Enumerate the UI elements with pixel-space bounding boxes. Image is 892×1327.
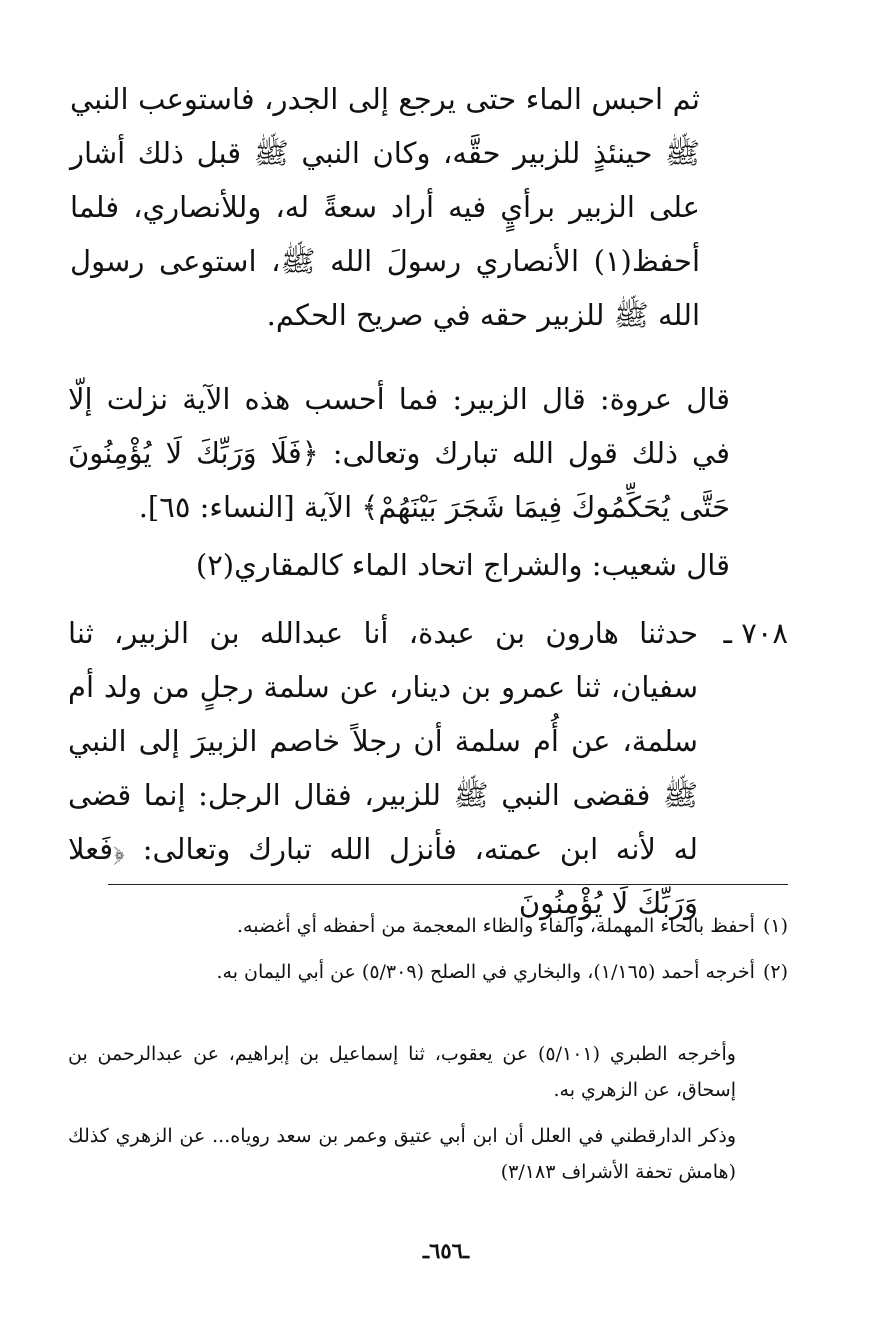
footnote-1-number: (١) [762,915,788,937]
footnote-1-text: أحفظ بالحاء المهملة، والفاء والظاء المعجمة من أحفظه أي أغضبه. [237,915,755,937]
hadith-number: ٧٠٨ ـ [723,616,788,650]
paragraph-3: قال شعيب: والشراج اتحاد الماء كالمقاري(٢) [195,548,730,582]
hadith-text: حدثنا هارون بن عبدة، أنا عبدالله بن الزبير، ثنا سفيان، ثنا عمرو بن دينار، عن سلمة رجلٍ من ولد أم سلمة، عن أُم سلمة أن رجلاً خاصم الزبيرَ إلى النبي ﷺ فقضى النبي ﷺ للزبير، فقال الرجل: إنما قضى له لأنه ابن عمته، فأنزل الله تبارك وتعالى: ﴿فَعلا وَرَبِّكَ لَا يُؤْمِنُونَ [68,616,698,920]
footnote-1 [68,908,788,944]
footnote-2-paragraph-3: وذكر الدارقطني في العلل أن ابن أبي عتيق وعمر بن سعد روياه... عن الزهري كذلك (هامش تحفة الأشراف ٣/١٨٣) [68,1125,736,1183]
hadith-entry [68,606,788,920]
footnote-2-paragraph-2: وأخرجه الطبري (٥/١٠١) عن يعقوب، ثنا إسماعيل بن إبراهيم، عن عبدالرحمن بن إسحاق، عن الزهري به. [68,1043,736,1101]
footnote-2-number: (٢) [762,961,788,983]
footnote-2 [68,954,788,990]
footnote-divider [108,884,788,885]
footnote-2-text: أخرجه أحمد (١/١٦٥)، والبخاري في الصلح (٥/٣٠٩) عن أبي اليمان به. [216,961,755,983]
paragraph-2: قال عروة: قال الزبير: فما أحسب هذه الآية نزلت إلّا في ذلك قول الله تبارك وتعالى: ﴿فَلَا وَرَبِّكَ لَا يُؤْمِنُونَ حَتَّى يُحَكِّمُوكَ فِيمَا شَجَرَ بَيْنَهُمْ﴾ الآية [النساء: ٦٥]. [68,382,730,524]
paragraph-1: ثم احبس الماء حتى يرجع إلى الجدر، فاستوعب النبي ﷺ حينئذٍ للزبير حقَّه، وكان النبي ﷺ قبل ذلك أشار على الزبير برأيٍ فيه أراد سعةً له، وللأنصاري، فلما أحفظ(١) الأنصاري رسولَ الله ﷺ، استوعى رسول الله ﷺ للزبير حقه في صريح الحكم. [70,82,700,332]
page-number: ـ٦٥٦ـ [422,1238,470,1263]
